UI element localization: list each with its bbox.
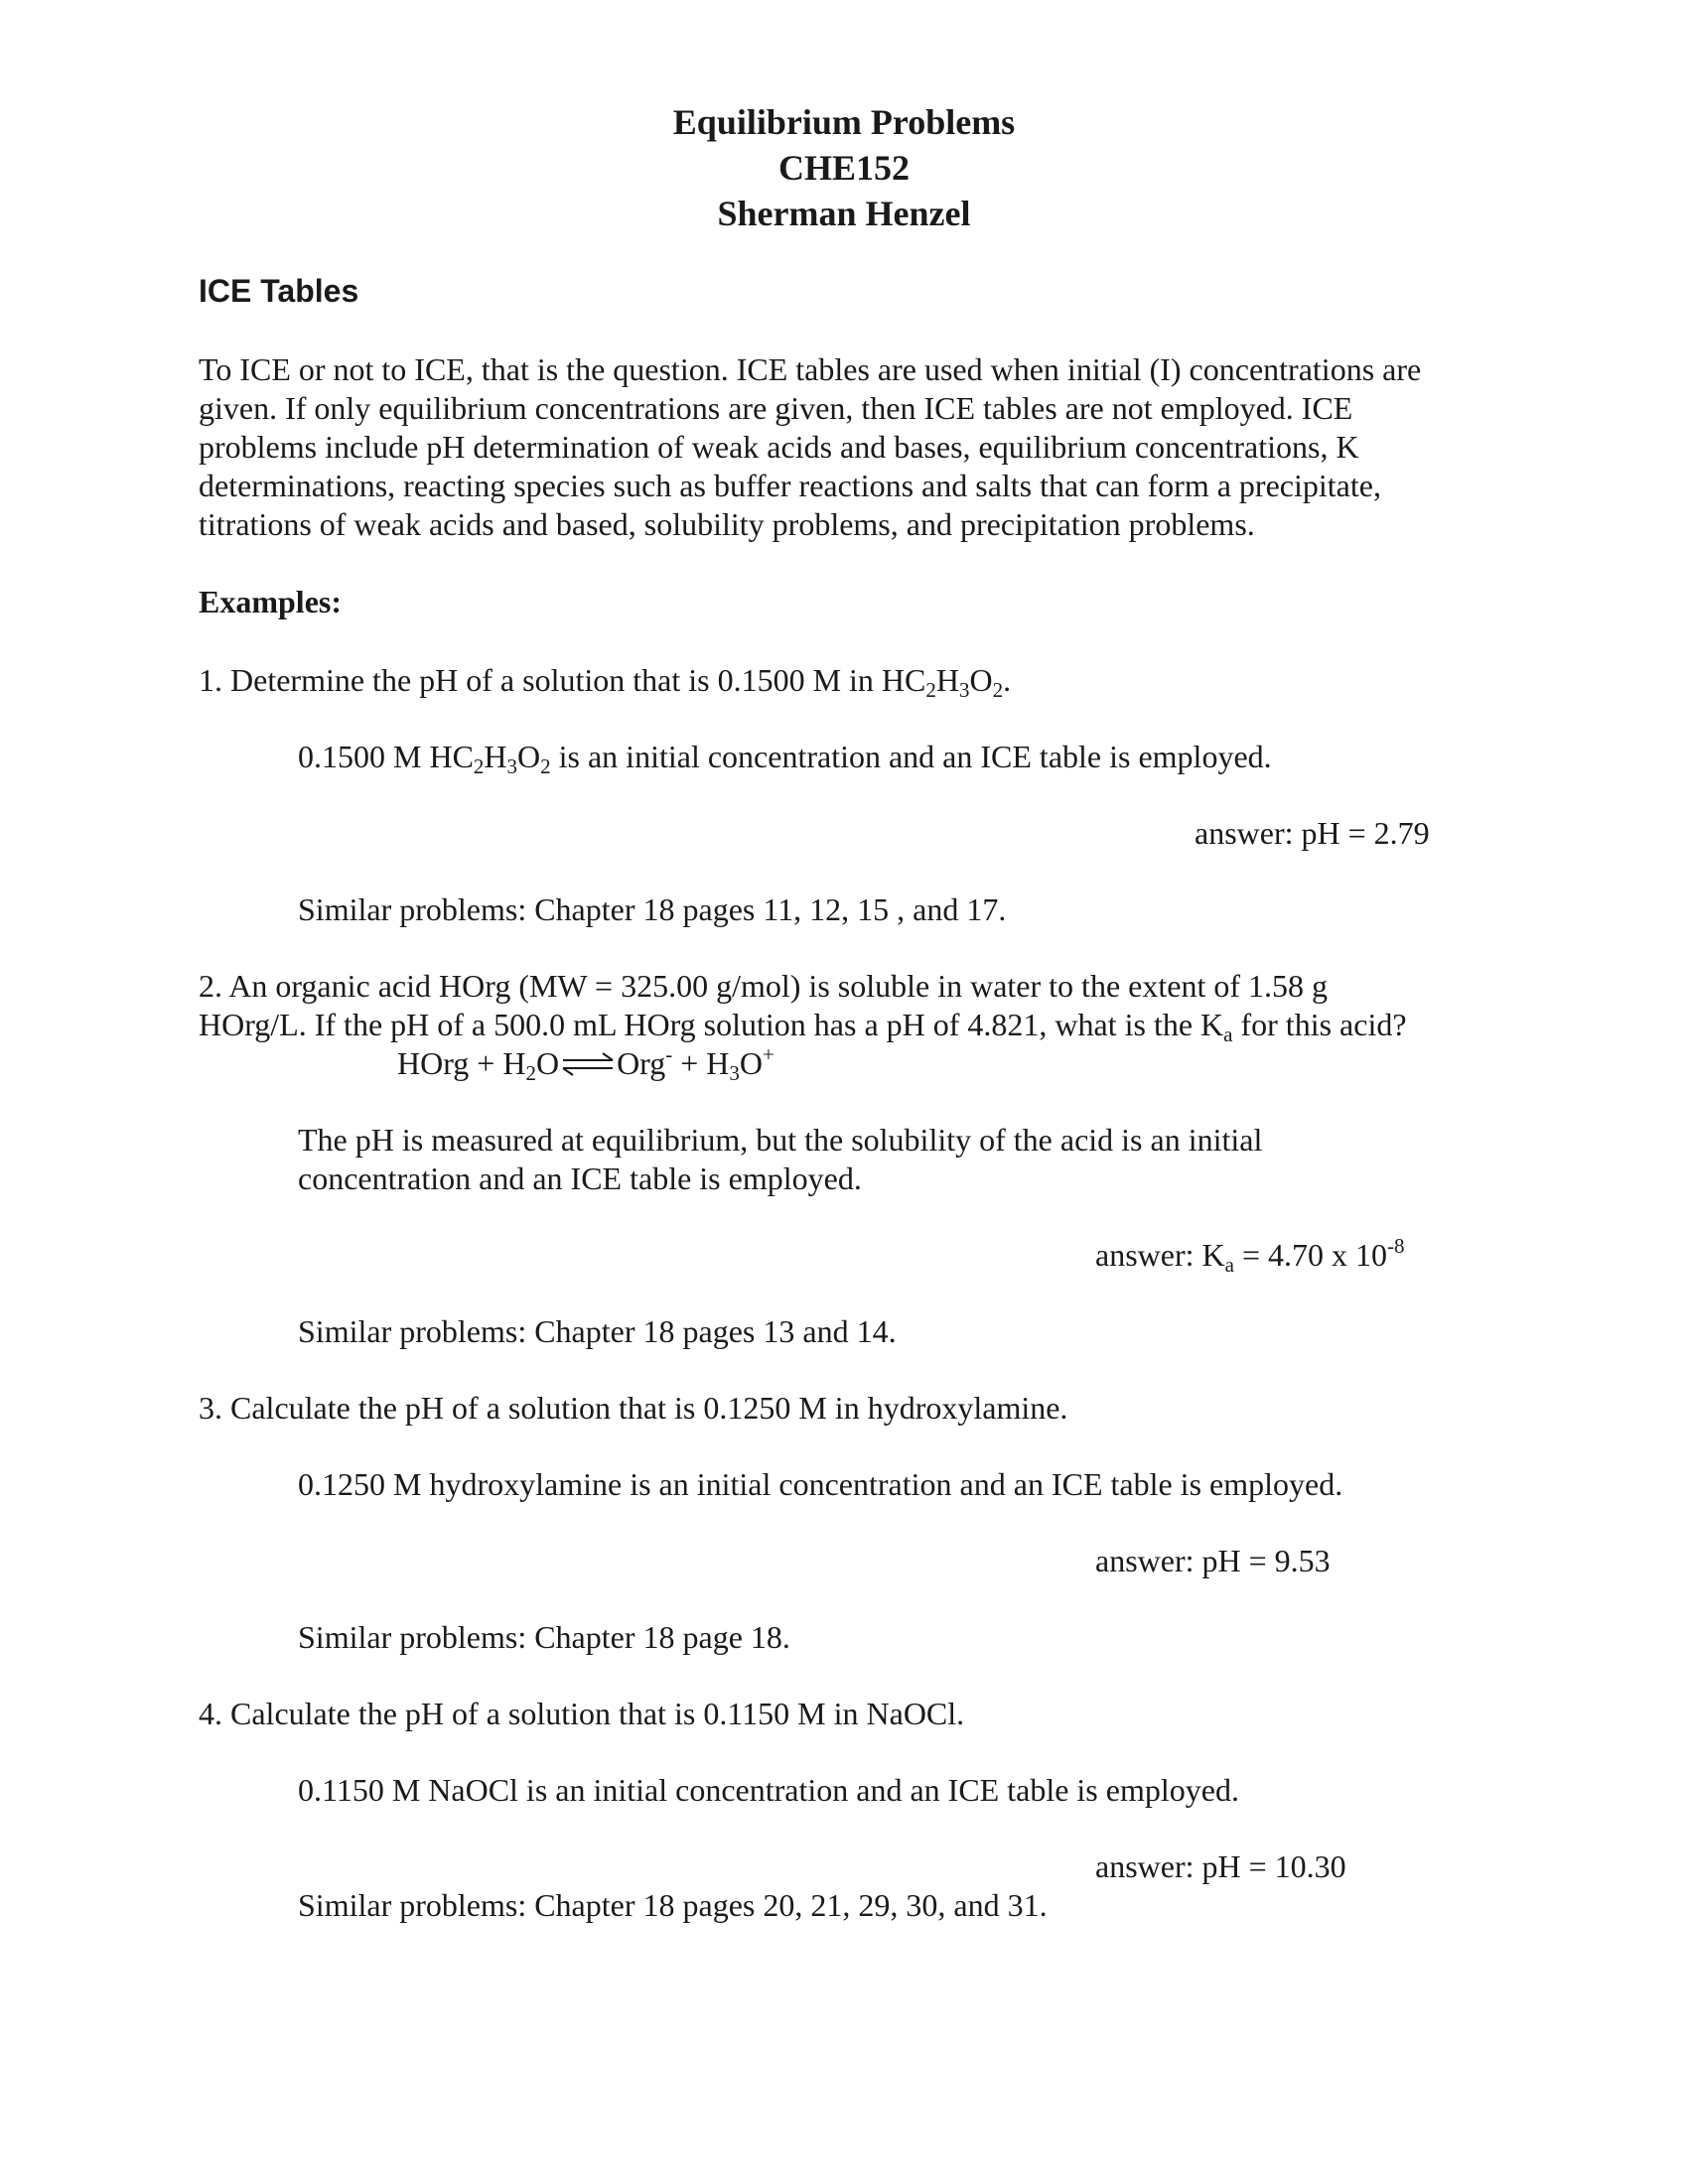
intro-paragraph — [199, 350, 1489, 544]
problem-3-question: 3. Calculate the pH of a solution that is 0.1250 M in hydroxylamine. — [199, 1390, 1068, 1426]
problem-4-question: 4. Calculate the pH of a solution that is 0.1150 M in NaOCl. — [199, 1696, 965, 1731]
document-title-block — [0, 99, 1688, 236]
problem-1-answer: answer: pH = 2.79 — [1195, 815, 1430, 851]
problem-1-similar: Similar problems: Chapter 18 pages 11, 12, 15 , and 17. — [298, 891, 1007, 927]
problem-3-similar: Similar problems: Chapter 18 page 18. — [298, 1619, 790, 1655]
intro-line: given. If only equilibrium concentrations are given, then ICE tables are not employed. ICE — [199, 390, 1353, 426]
problem-2-question-line-1: 2. An organic acid HOrg (MW = 325.00 g/mol) is soluble in water to the extent of 1.58 g — [199, 968, 1328, 1004]
problem-2-question-line-2: HOrg/L. If the pH of a 500.0 mL HOrg solution has a pH of 4.821, what is the $K_a$ for this acid? — [199, 1007, 1407, 1046]
problem-3-answer: answer: pH = 9.53 — [1095, 1543, 1331, 1578]
problem-4-answer: answer: pH = 10.30 — [1095, 1848, 1346, 1884]
problem-2-note-line-2: concentration and an ICE table is employed. — [298, 1160, 862, 1196]
problem-3-note: 0.1250 M hydroxylamine is an initial concentration and an ICE table is employed. — [298, 1466, 1343, 1502]
problem-1-question: 1. Determine the pH of a solution that is 0.1500 M in $HC_2H_3O_2$. — [199, 662, 1012, 702]
equilibrium-arrow-icon — [559, 1050, 617, 1078]
problem-4-note: 0.1150 M NaOCl is an initial concentration and an ICE table is employed. — [298, 1772, 1239, 1808]
course-code: CHE152 — [777, 148, 910, 188]
problem-2-similar: Similar problems: Chapter 18 pages 13 and 14. — [298, 1313, 897, 1349]
problem-1-note: 0.1500 M $HC_2H_3O_2$ is an initial concentration and an ICE table is employed. — [298, 739, 1272, 778]
intro-line: problems include pH determination of weak acids and bases, equilibrium concentrations, K — [199, 429, 1359, 465]
problem-2-note-line-1: The pH is measured at equilibrium, but the solubility of the acid is an initial — [298, 1122, 1263, 1158]
document-title: Equilibrium Problems — [672, 102, 1016, 142]
intro-line: determinations, reacting species such as buffer reactions and salts that can form a precipitate, — [199, 468, 1381, 503]
intro-line: titrations of weak acids and based, solubility problems, and precipitation problems. — [199, 506, 1255, 542]
section-heading: ICE Tables — [199, 273, 359, 309]
examples-heading: Examples: — [199, 584, 342, 619]
problem-2-reaction-equation: HOrg + $H_2O$ $Org^- + H_3O^+$ — [397, 1042, 774, 1085]
problem-2-answer: answer: $K_a = 4.70$ x $10^{-8}$ — [1095, 1234, 1405, 1277]
author-name: Sherman Henzel — [717, 194, 971, 233]
intro-line: To ICE or not to ICE, that is the question. ICE tables are used when initial (I) concentrations are — [199, 351, 1422, 387]
problem-4-similar: Similar problems: Chapter 18 pages 20, 21, 29, 30, and 31. — [298, 1887, 1048, 1923]
